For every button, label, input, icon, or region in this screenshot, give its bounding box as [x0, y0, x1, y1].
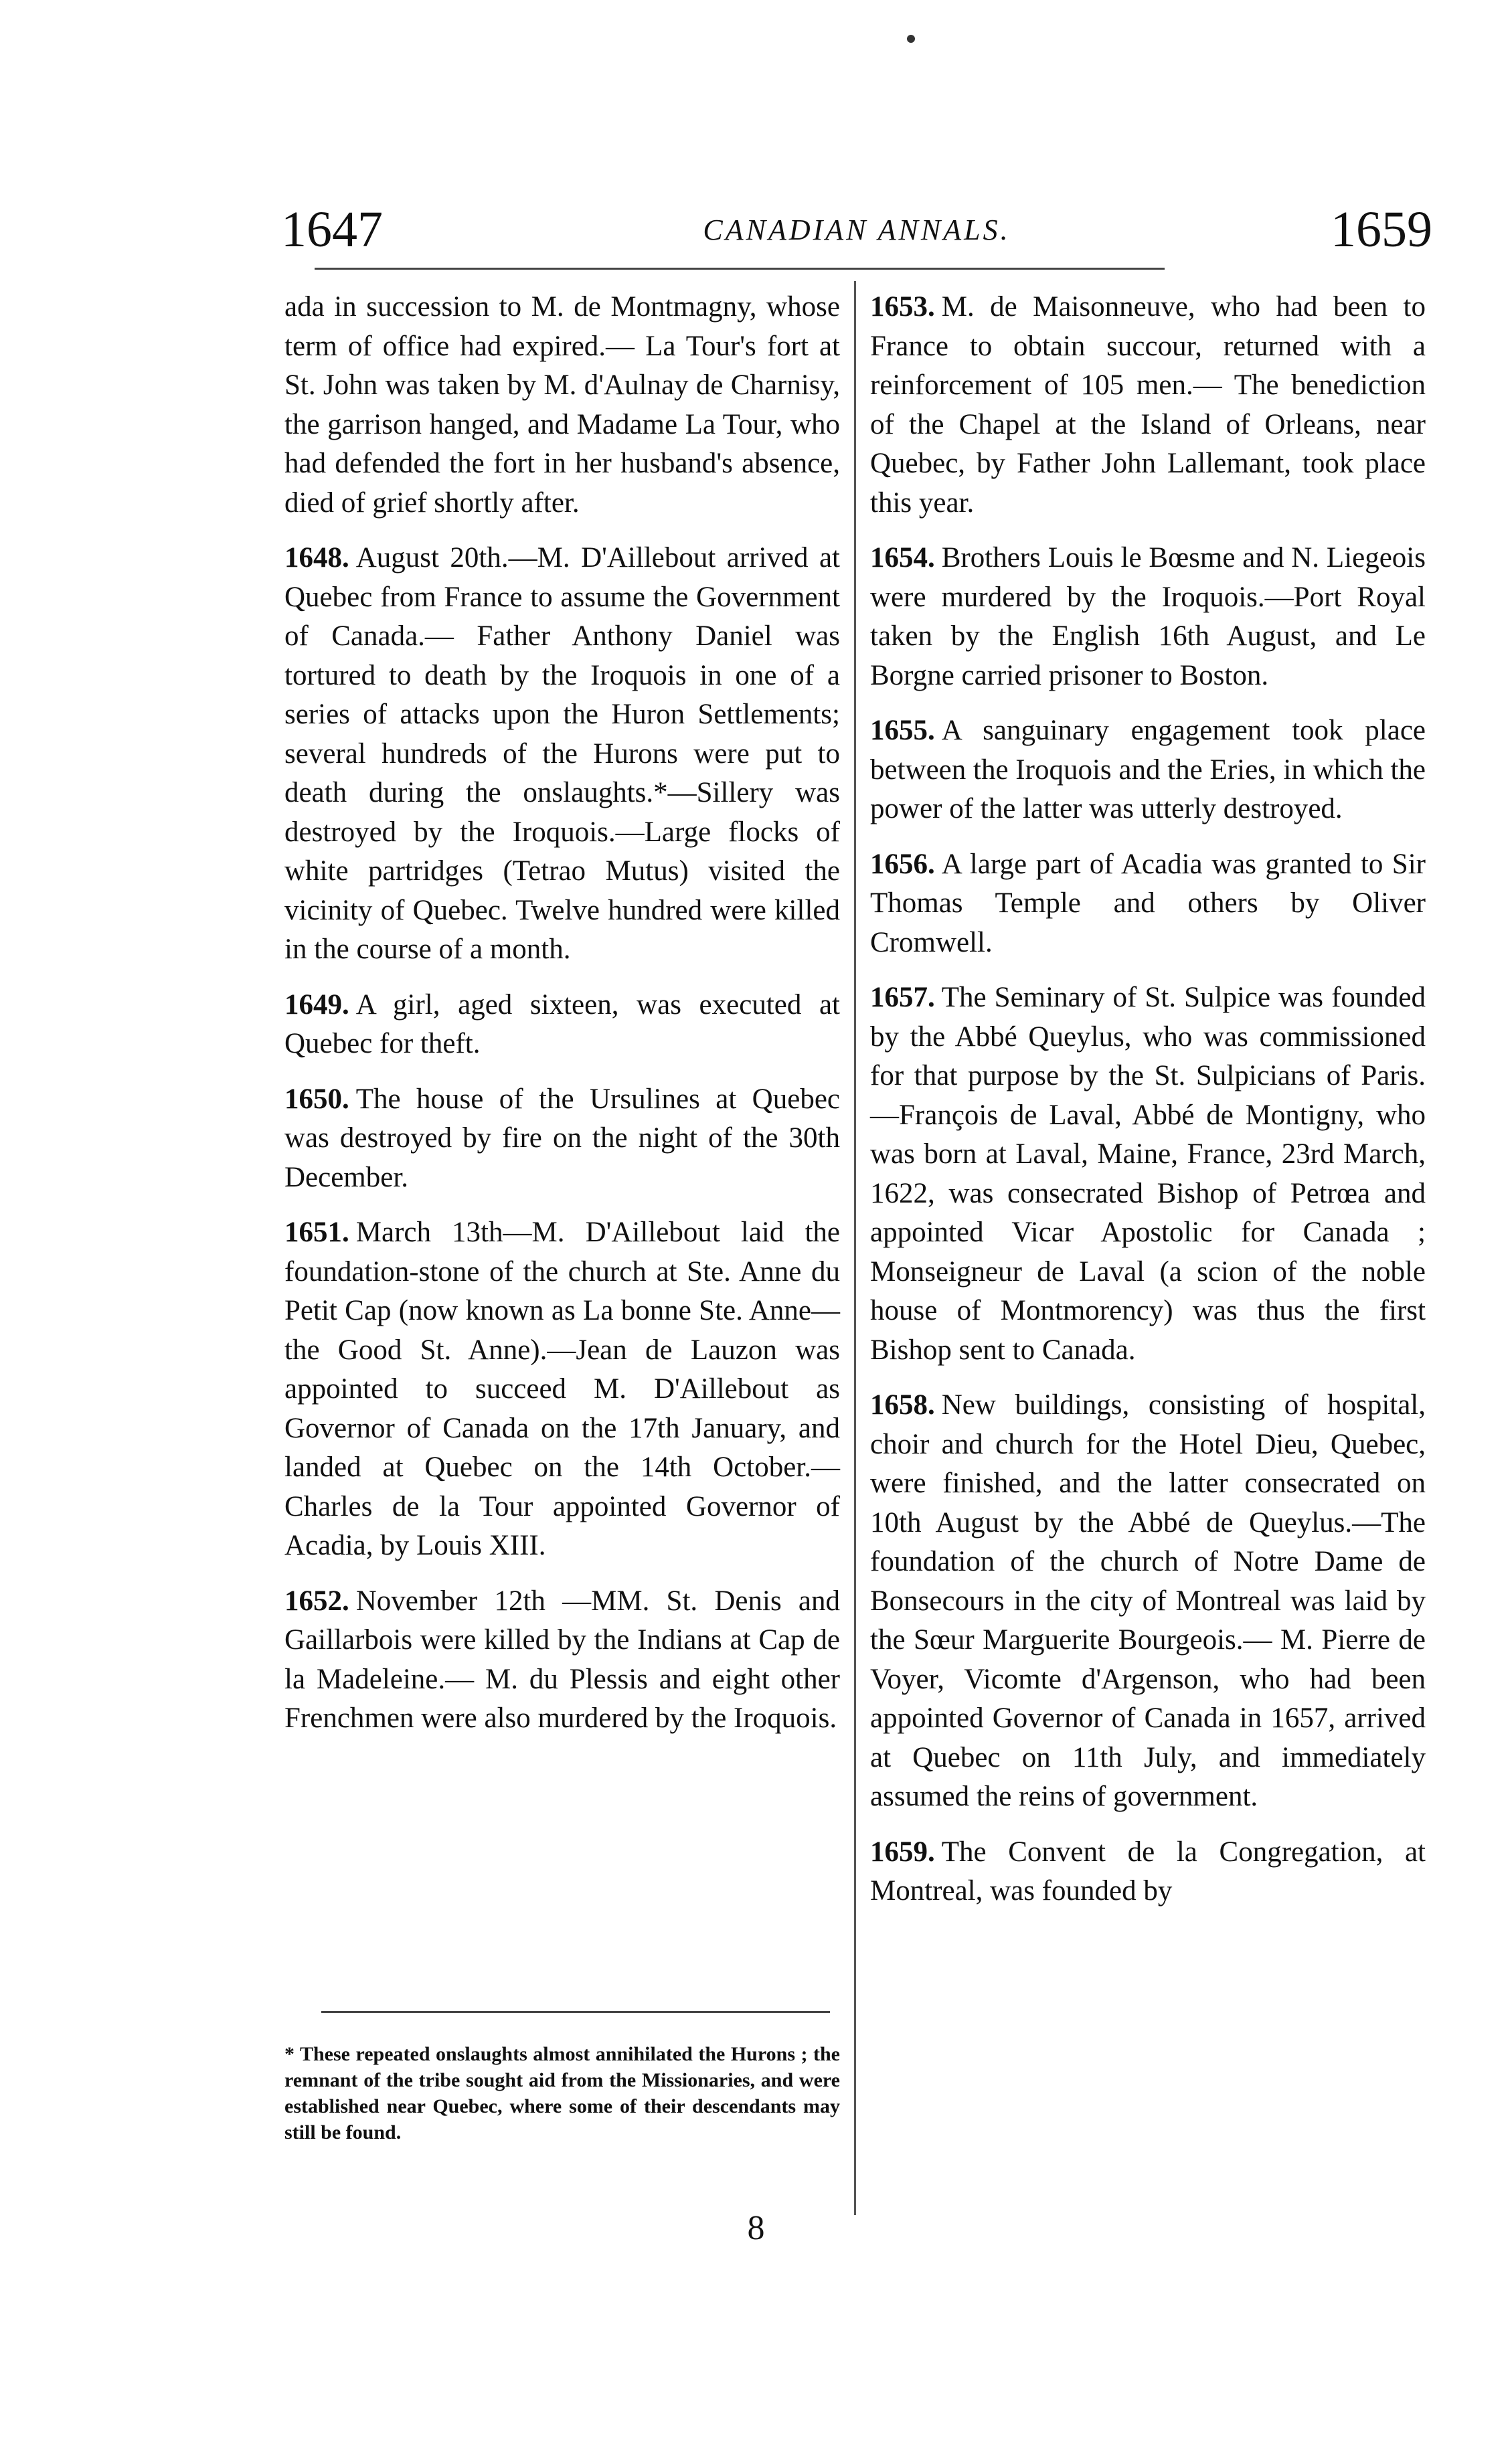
- header-title: CANADIAN ANNALS.: [703, 213, 1011, 246]
- entry-text: Brothers Louis le Bœsme and N. Liegeois were murdered by the Iroquois.—Port Royal taken by the English 16th August, and Le Borgne carried prisoner to Boston.: [870, 542, 1426, 691]
- entry-year: 1658.: [870, 1389, 935, 1421]
- annal-entry-1657: [870, 978, 1426, 1370]
- ink-speck: [907, 35, 915, 43]
- entry-year: 1652.: [284, 1585, 349, 1617]
- entry-year: 1649.: [284, 988, 349, 1021]
- page-number: 8: [747, 2209, 765, 2247]
- annal-entry-1651: [284, 1213, 840, 1566]
- entry-year: 1659.: [870, 1836, 935, 1868]
- annal-entry-1656: [870, 845, 1426, 963]
- entry-year: 1656.: [870, 848, 935, 880]
- entry-text: November 12th —MM. St. Denis and Gaillarbois were killed by the Indians at Cap de la Madeleine.— M. du Plessis and eight other Frenchmen were also murdered by the Iroquois.: [284, 1585, 840, 1734]
- running-header: [281, 201, 1432, 274]
- annal-entry-1652: [284, 1582, 840, 1739]
- entry-year: 1657.: [870, 982, 935, 1013]
- header-year-end: 1659: [1331, 201, 1432, 258]
- annal-entry-1659: [870, 1833, 1426, 1911]
- annal-entry-1654: [870, 539, 1426, 695]
- entry-text: August 20th.—M. D'Aillebout arrived at Quebec from France to assume the Government of Canada.— Father Anthony Daniel was tortured to death by the Iroquois in one of a series of attacks upon the Huron Settlements; several hundreds of the Hurons were put to death during the onslaughts.*—Sillery was destroyed by the Iroquois.—Large flocks of white partridges (Tetrao Mutus) visited the vicinity of Quebec. Twelve hundred were killed in the course of a month.: [284, 542, 840, 965]
- header-rule: [315, 268, 1165, 270]
- annal-entry-1655: [870, 711, 1426, 829]
- annal-entry-1653: [870, 288, 1426, 523]
- annal-entry-1658: [870, 1386, 1426, 1817]
- entry-text: March 13th—M. D'Aillebout laid the foundation-stone of the church at Ste. Anne du Petit Cap (now known as La bonne Ste. Anne—the Good St. Anne).—Jean de Lauzon was appointed to succeed M. D'Aillebout as Governor of Canada on the 17th January, and landed at Quebec on the 14th October.— Charles de la Tour appointed Governor of Acadia, by Louis XIII.: [284, 1217, 840, 1561]
- entry-year: 1650.: [284, 1083, 349, 1115]
- footnote: * These repeated onslaughts almost annihilated the Hurons ; the remnant of the tribe sought aid from the Missionaries, and were established near Quebec, where some of their descendants may still be found.: [284, 2043, 840, 2143]
- header-year-start: 1647: [281, 201, 383, 258]
- entry-text: The house of the Ursulines at Quebec was destroyed by fire on the night of the 30th December.: [284, 1083, 840, 1193]
- entry-text: A girl, aged sixteen, was executed at Quebec for theft.: [284, 988, 840, 1059]
- continued-text: ada in succession to M. de Montmagny, whose term of office had expired.— La Tour's fort at St. John was taken by M. d'Aulnay de Charnisy, the garrison hanged, and Madame La Tour, who had defended the fort in her husband's absence, died of grief shortly after.: [284, 291, 840, 519]
- entry-year: 1651.: [284, 1217, 349, 1248]
- entry-text: New buildings, consisting of hospital, choir and church for the Hotel Dieu, Quebec, were finished, and the latter consecrated on 10th August by the Abbé de Queylus.—The foundation of the church of Notre Dame de Bonsecours in the city of Montreal was laid by the Sœur Marguerite Bourgeois.— M. Pierre de Voyer, Vicomte d'Argenson, who had been appointed Governor of Canada in 1657, arrived at Quebec on 11th July, and immediately assumed the reins of government.: [870, 1389, 1426, 1812]
- left-column: [284, 288, 840, 1755]
- entry-year: 1654.: [870, 542, 935, 574]
- annal-entry-1648: [284, 539, 840, 970]
- footnote-rule: [321, 2011, 830, 2013]
- entry-year: 1655.: [870, 715, 935, 746]
- entry-year: 1653.: [870, 291, 935, 323]
- annal-entry-1650: [284, 1080, 840, 1198]
- annal-entry-1649: [284, 986, 840, 1064]
- entry-text: M. de Maisonneuve, who had been to France to obtain succour, returned with a reinforcement of 105 men.— The benediction of the Chapel at the Island of Orleans, near Quebec, by Father John Lallemant, took place this year.: [870, 291, 1426, 519]
- right-column: [870, 288, 1426, 1927]
- column-divider: [854, 281, 856, 2215]
- entry-text: The Convent de la Congregation, at Montreal, was founded by: [870, 1836, 1426, 1907]
- entry-text: The Seminary of St. Sulpice was founded by the Abbé Queylus, who was commissioned for that purpose by the St. Sulpicians of Paris.—François de Laval, Abbé de Montigny, who was born at Laval, Maine, France, 23rd March, 1622, was consecrated Bishop of Petrœa and appointed Vicar Apostolic for Canada ; Monseigneur de Laval (a scion of the noble house of Montmorency) was thus the first Bishop sent to Canada.: [870, 982, 1426, 1366]
- entry-text: A sanguinary engagement took place between the Iroquois and the Eries, in which the power of the latter was utterly destroyed.: [870, 715, 1426, 824]
- entry-text: A large part of Acadia was granted to Sir Thomas Temple and others by Oliver Cromwell.: [870, 848, 1426, 958]
- entry-year: 1648.: [284, 542, 349, 574]
